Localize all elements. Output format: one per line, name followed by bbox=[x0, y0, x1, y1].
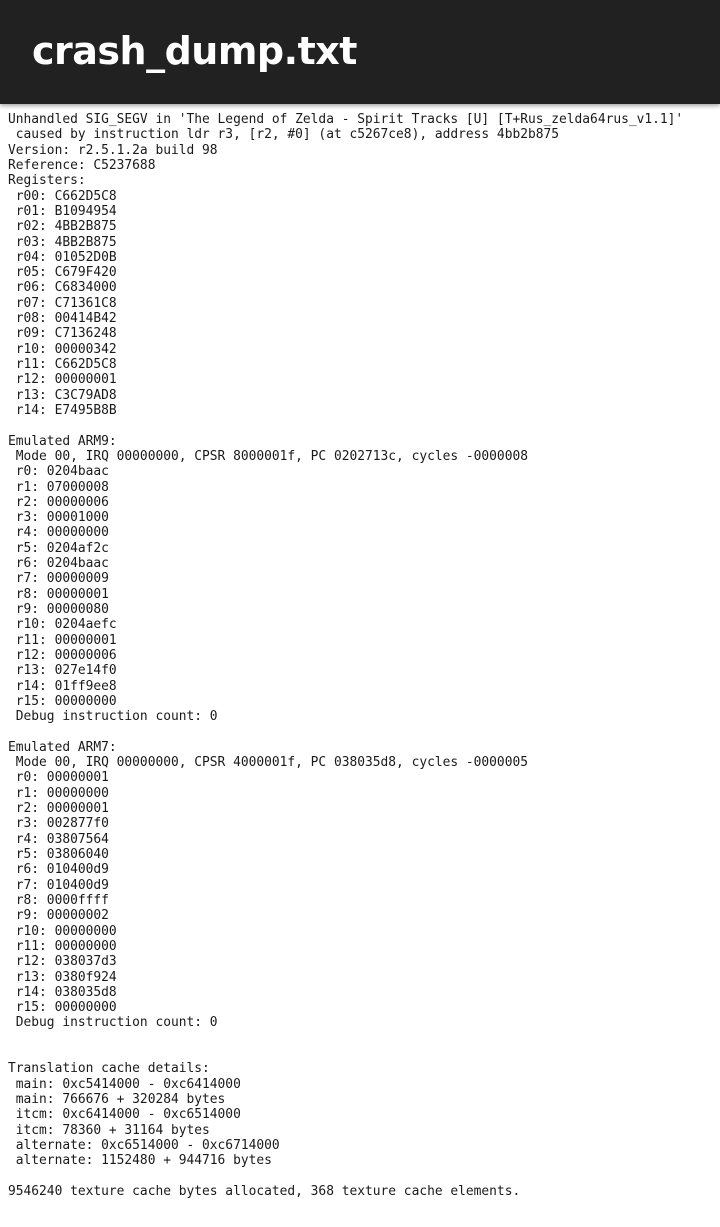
app-bar bbox=[0, 0, 720, 104]
file-viewer[interactable] bbox=[0, 104, 720, 1227]
file-title: crash_dump.txt bbox=[32, 29, 357, 73]
crash-dump-text[interactable]: Unhandled SIG_SEGV in 'The Legend of Zelda - Spirit Tracks [U] [T+Rus_zelda64rus_v1.1]' caused by instruction ldr r3, [r2, #0] (at c5267ce8), address 4bb2b875 Version: r2.5.1.2a build 98 Reference: C5237688 Registers: r00: C662D5C8 r01: B1094954 r02: 4BB2B875 r03: 4BB2B875 r04: 01052D0B r05: C679F420 r06: C6834000 r07: C71361C8 r08: 00414B42 r09: C7136248 r10: 00000342 r11: C662D5C8 r12: 00000001 r13: C3C79AD8 r14: E7495B8B Emulated ARM9: Mode 00, IRQ 00000000, CPSR 8000001f, PC 0202713c, cycles -0000008 r0: 0204baac r1: 07000008 r2: 00000006 r3: 00001000 r4: 00000000 r5: 0204af2c r6: 0204baac r7: 00000009 r8: 00000001 r9: 00000080 r10: 0204aefc r11: 00000001 r12: 00000006 r13: 027e14f0 r14: 01ff9ee8 r15: 00000000 Debug instruction count: 0 Emulated ARM7: Mode 00, IRQ 00000000, CPSR 4000001f, PC 038035d8, cycles -0000005 r0: 00000001 r1: 00000000 r2: 00000001 r3: 002877f0 r4: 03807564 r5: 03806040 r6: 010400d9 r7: 010400d9 r8: 0000ffff r9: 00000002 r10: 00000000 r11: 00000000 r12: 038037d3 r13: 0380f924 r14: 038035d8 r15: 00000000 Debug instruction count: 0 Translation cache details: main: 0xc5414000 - 0xc6414000 main: 766676 + 320284 bytes itcm: 0xc6414000 - 0xc6514000 itcm: 78360 + 31164 bytes alternate: 0xc6514000 - 0xc6714000 alternate: 1152480 + 944716 bytes 9546240 texture cache bytes allocated, 368 texture cache elements. bbox=[8, 112, 684, 1199]
